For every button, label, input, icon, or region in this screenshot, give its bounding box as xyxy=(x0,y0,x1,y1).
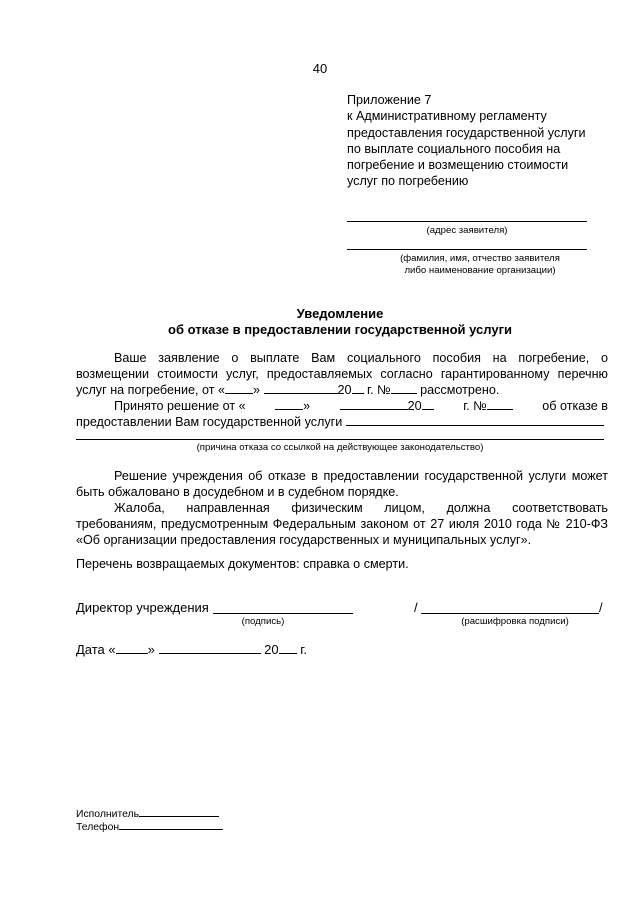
annex-line: погребение и возмещению стоимости xyxy=(347,158,569,173)
executor-row xyxy=(76,807,219,820)
date-row xyxy=(76,642,307,657)
page-number: 40 xyxy=(312,61,328,76)
applicant-name-caption xyxy=(380,253,580,277)
day-blank[interactable] xyxy=(275,398,303,410)
month-blank[interactable] xyxy=(340,398,408,410)
title-line: Уведомление xyxy=(296,306,384,321)
paragraph-text: требованиям, предусмотренным Федеральным законом от 27 июля 2010 года № 210-ФЗ xyxy=(76,517,608,531)
day-blank[interactable] xyxy=(116,642,148,654)
paragraph-text: Жалоба, направленная физическим лицом, должна соответствовать xyxy=(114,501,608,515)
text: 20 xyxy=(264,642,279,657)
paragraph-text: возмещении стоимости услуг, предоставляемых согласно гарантированному перечню xyxy=(76,367,608,381)
signature-caption: (подпись) xyxy=(241,616,285,627)
number-blank[interactable] xyxy=(391,382,417,394)
phone-row xyxy=(76,820,223,833)
annex-line: Приложение 7 xyxy=(347,93,432,107)
applicant-address-line[interactable] xyxy=(347,221,587,222)
text: предоставлении Вам государственной услуги xyxy=(76,415,343,429)
decode-caption: (расшифровка подписи) xyxy=(461,616,569,627)
annex-line: по выплате социального пособия на xyxy=(347,141,561,156)
decode-line[interactable] xyxy=(421,613,599,614)
applicant-name-caption-line: (фамилия, имя, отчество заявителя xyxy=(400,253,560,264)
text: » xyxy=(147,642,155,657)
phone-label: Телефон xyxy=(76,822,120,833)
text: г. № xyxy=(367,383,391,397)
applicant-address-caption: (адрес заявителя) xyxy=(426,225,508,236)
text: » xyxy=(303,399,311,413)
paragraph-decision-date xyxy=(114,398,608,414)
text: рассмотрено. xyxy=(420,383,500,397)
paragraph-text: «Об организации предоставления государственных и муниципальных услуг». xyxy=(76,533,532,547)
month-blank[interactable] xyxy=(264,382,338,394)
text: г. № xyxy=(463,399,487,413)
signature-line[interactable] xyxy=(213,613,353,614)
document-title xyxy=(0,306,640,338)
annex-line: предоставления государственной услуги xyxy=(347,125,586,140)
annex-block xyxy=(347,92,607,190)
text: г. xyxy=(300,642,307,657)
text: Принято решение от « xyxy=(114,399,246,413)
text: 20 xyxy=(407,399,422,413)
day-blank[interactable] xyxy=(225,382,253,394)
paragraph-text: Ваше заявление о выплате Вам социального пособия на погребение, о xyxy=(114,351,608,365)
reason-blank[interactable] xyxy=(346,414,604,426)
paragraph-text: быть обжаловано в досудебном и в судебном порядке. xyxy=(76,485,399,499)
title-line: об отказе в предоставлении государственной услуги xyxy=(168,322,512,337)
slash-right: / xyxy=(599,600,603,615)
reason-caption: (причина отказа со ссылкой на действующее законодательство) xyxy=(196,442,484,453)
paragraph-text: Решение учреждения об отказе в предоставлении государственной услуги может xyxy=(114,469,608,483)
text: услуг на погребение, от « xyxy=(76,383,225,397)
date-label: Дата « xyxy=(76,642,116,657)
reason-line[interactable] xyxy=(76,439,604,440)
applicant-name-caption-line: либо наименование организации) xyxy=(404,265,556,276)
year-blank[interactable] xyxy=(279,642,297,654)
phone-blank[interactable] xyxy=(119,820,223,830)
slash-left: / xyxy=(414,600,418,615)
month-blank[interactable] xyxy=(159,642,261,654)
annex-line: к Административному регламенту xyxy=(347,109,547,124)
year-blank[interactable] xyxy=(422,398,434,410)
paragraph-application-date xyxy=(76,382,608,398)
number-blank[interactable] xyxy=(487,398,513,410)
text: » xyxy=(253,383,261,397)
executor-blank[interactable] xyxy=(139,807,219,817)
returned-documents: Перечень возвращаемых документов: справка о смерти. xyxy=(76,557,409,571)
applicant-name-line[interactable] xyxy=(347,249,587,250)
executor-label: Исполнитель xyxy=(76,809,139,820)
annex-line: услуг по погребению xyxy=(347,174,469,189)
text: об отказе в xyxy=(542,399,608,413)
director-label: Директор учреждения xyxy=(76,600,209,615)
text: 20 xyxy=(337,383,352,397)
paragraph-decision-service xyxy=(76,414,608,430)
year-blank[interactable] xyxy=(352,382,364,394)
